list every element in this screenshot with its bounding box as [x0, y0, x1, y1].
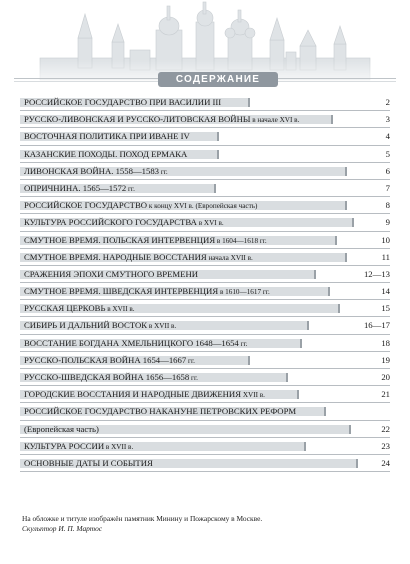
toc-entry-title [24, 198, 260, 213]
toc-entry-page-number: 21 [381, 389, 390, 400]
caption-line-2: Скульптор И. П. Мартос [22, 524, 103, 533]
toc-entry-underline [20, 179, 390, 180]
toc-entry[interactable] [24, 318, 390, 335]
toc-entry-page-number: 15 [381, 303, 390, 314]
toc-entry-underline [20, 231, 390, 232]
toc-entry-title-suffix: гг. [238, 339, 248, 348]
toc-entry-underline [20, 265, 390, 266]
toc-entry[interactable] [24, 301, 390, 318]
toc-entry-title [24, 181, 138, 196]
toc-entry-title-suffix: в XVII в. [147, 322, 177, 331]
toc-entry-title [24, 267, 201, 282]
contents-title: СОДЕРЖАНИЕ [158, 72, 278, 87]
toc-entry-page-number: 10 [381, 234, 390, 245]
toc-entry-title-suffix: гг. [186, 356, 195, 365]
toc-entry[interactable] [24, 112, 390, 129]
toc-entry-title [24, 250, 256, 265]
toc-entry-page-number: 19 [381, 354, 390, 365]
toc-entry-title [24, 422, 102, 437]
toc-entry[interactable] [24, 267, 390, 284]
toc-entry-underline [20, 282, 390, 283]
toc-entry[interactable] [24, 181, 390, 198]
toc-entry-title-suffix: XVII в. [241, 391, 265, 400]
toc-entry-title-main: КУЛЬТУРА РОССИИ [24, 440, 105, 451]
toc-entry-underline [20, 145, 390, 146]
toc-entry-page-number: 7 [385, 182, 390, 193]
toc-entry-page-number: 22 [381, 423, 390, 434]
toc-entry-underline [20, 110, 390, 111]
toc-entry-underline [20, 351, 390, 352]
toc-entry-title-main: СМУТНОЕ ВРЕМЯ. ПОЛЬСКАЯ ИНТЕРВЕНЦИЯ [24, 234, 216, 245]
toc-entry-page-number: 6 [385, 165, 390, 176]
toc-entry-underline [20, 299, 390, 300]
toc-entry-page-number: 11 [381, 251, 390, 262]
toc-entry-underline [20, 471, 390, 472]
toc-entry-title-main: КАЗАНСКИЕ ПОХОДЫ. ПОХОД ЕРМАКА [24, 148, 188, 159]
toc-entry-title [24, 147, 190, 162]
toc-entry-title-main: СИБИРЬ И ДАЛЬНИЙ ВОСТОК [24, 320, 148, 331]
toc-entry-title-main: РОССИЙСКОЕ ГОСУДАРСТВО НАКАНУНЕ ПЕТРОВСКИХ РЕФОРМ [24, 406, 297, 417]
toc-entry-title [24, 353, 198, 368]
toc-entry-page-number: 18 [381, 337, 390, 348]
toc-entry-page-number: 12—13 [363, 268, 390, 279]
toc-entry-title [24, 164, 171, 179]
toc-entry-title-main: РУССКО-ШВЕДСКАЯ ВОЙНА 1656—1658 [24, 372, 190, 382]
toc-entry-title-suffix: в XVII в. [105, 305, 135, 314]
cover-caption [22, 514, 392, 534]
toc-entry-title [24, 284, 273, 299]
toc-entry-underline [20, 196, 390, 197]
toc-entry-underline [20, 402, 390, 403]
toc-entry-page-number: 9 [385, 217, 390, 228]
toc-entry[interactable] [24, 404, 390, 421]
toc-entry-underline [20, 213, 390, 214]
toc-entry[interactable] [24, 147, 390, 164]
toc-entry-title-suffix: в начале XVI в. [250, 116, 300, 125]
toc-entry-underline [20, 162, 390, 163]
toc-entry-title-suffix: в 1604—1618 гг. [215, 236, 267, 245]
toc-entry-title-main: ОПРИЧНИНА. 1565—1572 [24, 182, 127, 193]
toc-entry-title-main: СРАЖЕНИЯ ЭПОХИ СМУТНОГО ВРЕМЕНИ [24, 268, 199, 279]
toc-entry-page-number: 8 [385, 200, 390, 211]
toc-entry-page-number: 3 [385, 114, 390, 125]
toc-entry[interactable] [24, 95, 390, 112]
toc-entry-page-number: 16—17 [363, 320, 390, 331]
toc-entry-title [24, 318, 179, 333]
toc-entry-title-suffix: гг. [159, 167, 168, 176]
toc-entry-underline [20, 248, 390, 249]
toc-entry-underline [20, 368, 390, 369]
toc-entry-title-main: (Европейская часть) [24, 423, 99, 434]
toc-entry-title [24, 112, 302, 127]
toc-entry[interactable] [24, 336, 390, 353]
toc-entry[interactable] [24, 284, 390, 301]
toc-entry[interactable] [24, 353, 390, 370]
toc-entry[interactable] [24, 250, 390, 267]
toc-entry-title-main: КУЛЬТУРА РОССИЙСКОГО ГОСУДАРСТВА [24, 217, 197, 228]
toc-entry[interactable] [24, 129, 390, 146]
toc-entry-title-suffix: гг. [126, 184, 135, 193]
toc-entry-page-number: 4 [385, 131, 390, 142]
toc-entry-title [24, 439, 136, 454]
toc-entry-page-number: 2 [385, 97, 390, 107]
toc-entry-title-main: РУССКАЯ ЦЕРКОВЬ [24, 303, 106, 314]
toc-entry-title-suffix: к концу XVI в. (Европейская часть) [147, 202, 258, 211]
toc-entry[interactable] [24, 215, 390, 232]
toc-entry-title-main: РОССИЙСКОЕ ГОСУДАРСТВО [24, 200, 148, 211]
toc-entry[interactable] [24, 422, 390, 439]
toc-entry-title-main: СМУТНОЕ ВРЕМЯ. ШВЕДСКАЯ ИНТЕРВЕНЦИЯ [24, 286, 219, 297]
toc-entry[interactable] [24, 370, 390, 387]
toc-entry-title-main: РУССКО-ПОЛЬСКАЯ ВОЙНА 1654—1667 [24, 354, 187, 365]
toc-entry-underline [20, 454, 390, 455]
toc-entry-title [24, 215, 227, 230]
toc-entry-underline [20, 437, 390, 438]
toc-entry-title [24, 95, 224, 110]
toc-entry[interactable] [24, 456, 390, 473]
toc-entry-page-number: 24 [381, 457, 390, 468]
toc-entry[interactable] [24, 164, 390, 181]
toc-entry-title [24, 387, 268, 402]
caption-line-1: На обложке и титуле изображён памятник Минину и Пожарскому в Москве. [22, 514, 263, 523]
toc-entry-title-main: ВОССТАНИЕ БОГДАНА ХМЕЛЬНИЦКОГО 1648—1654 [24, 337, 239, 348]
toc-entry-page-number: 5 [385, 148, 390, 159]
toc-entry-title [24, 336, 250, 351]
toc-entry-title-main: ЛИВОНСКАЯ ВОЙНА. 1558—1583 [24, 165, 160, 176]
toc-entry-underline [20, 127, 390, 128]
toc-entry-title-suffix: в XVII в. [104, 442, 134, 451]
toc-entry-title-main: СМУТНОЕ ВРЕМЯ. НАРОДНЫЕ ВОССТАНИЯ [24, 251, 207, 262]
toc-entry-title-suffix: в 1610—1617 гг. [218, 288, 270, 297]
toc-entry[interactable] [24, 233, 390, 250]
toc-entry-underline [20, 420, 390, 421]
toc-entry-title-suffix: начала XVII в. [206, 253, 253, 262]
toc-entry-title [24, 370, 201, 385]
contents-header [14, 72, 396, 86]
toc-entry-title-main: ГОРОДСКИЕ ВОССТАНИЯ И НАРОДНЫЕ ДВИЖЕНИЯ [24, 389, 242, 400]
toc-entry-title [24, 233, 270, 248]
toc-entry-title [24, 301, 138, 316]
toc-entry[interactable] [24, 387, 390, 404]
toc-entry-title-main: ВОСТОЧНАЯ ПОЛИТИКА ПРИ ИВАНЕ IV [24, 131, 190, 142]
toc-entry-title [24, 129, 193, 144]
toc-entry-title-main: ОСНОВНЫЕ ДАТЫ И СОБЫТИЯ [24, 457, 153, 468]
toc-entry-underline [20, 316, 390, 317]
toc-entry-title-main: РОССИЙСКОЕ ГОСУДАРСТВО ПРИ ВАСИЛИИ III [24, 97, 222, 107]
toc-entry-title-main: РУССКО-ЛИВОНСКАЯ И РУССКО-ЛИТОВСКАЯ ВОЙНЫ [24, 114, 251, 125]
toc-entry-underline [20, 334, 390, 335]
toc-entry-page-number: 14 [381, 286, 390, 297]
toc-entry-title [24, 456, 156, 471]
table-of-contents [24, 95, 390, 473]
toc-entry-page-number: 20 [381, 372, 390, 382]
toc-entry[interactable] [24, 198, 390, 215]
toc-entry-title [24, 404, 299, 419]
toc-entry-title-suffix: гг. [189, 374, 198, 382]
toc-entry-underline [20, 385, 390, 386]
toc-entry-title-suffix: в XVI в. [196, 219, 224, 228]
toc-entry-page-number: 23 [381, 440, 390, 451]
toc-entry[interactable] [24, 439, 390, 456]
